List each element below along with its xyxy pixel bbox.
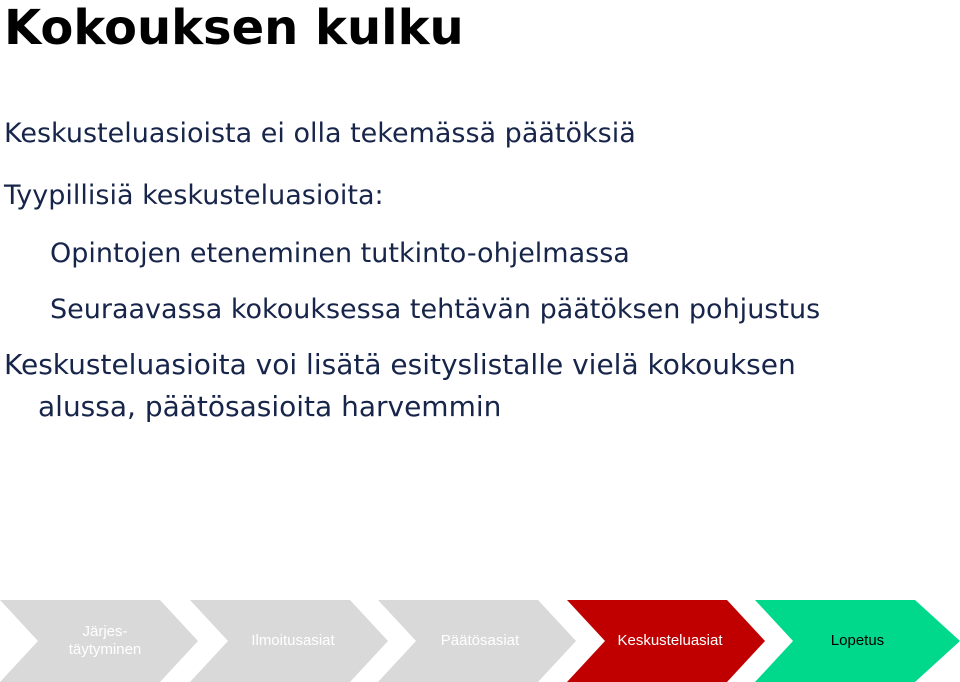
meeting-process-chevrons: [0, 600, 960, 682]
step-label-line: Järjes-: [82, 623, 128, 640]
bullet-line-3: Keskusteluasioita voi lisätä esityslistalle vielä kokouksen: [4, 348, 796, 381]
bullet-line-3-continued: alussa, päätösasioita harvemmin: [38, 390, 502, 423]
step-label-lopetus: Lopetus: [830, 632, 885, 649]
bullet-line-1: Keskusteluasioista ei olla tekemässä päätöksiä: [4, 118, 636, 149]
step-label-keskusteluasiat: Keskusteluasiat: [617, 632, 723, 649]
step-label-jarjestaytyminen: [40, 600, 170, 682]
slide-title: Kokouksen kulku: [4, 0, 464, 56]
step-label-line: täytyminen: [68, 641, 142, 658]
step-label-ilmoitusasiat: Ilmoitusasiat: [251, 632, 335, 649]
sub-bullet-line-1: Opintojen eteneminen tutkinto-ohjelmassa: [50, 238, 630, 269]
bullet-line-2: Tyypillisiä keskusteluasioita:: [4, 180, 384, 211]
sub-bullet-line-2: Seuraavassa kokouksessa tehtävän päätöksen pohjustus: [50, 294, 821, 325]
step-label-paatosasiat: Päätösasiat: [440, 632, 520, 649]
